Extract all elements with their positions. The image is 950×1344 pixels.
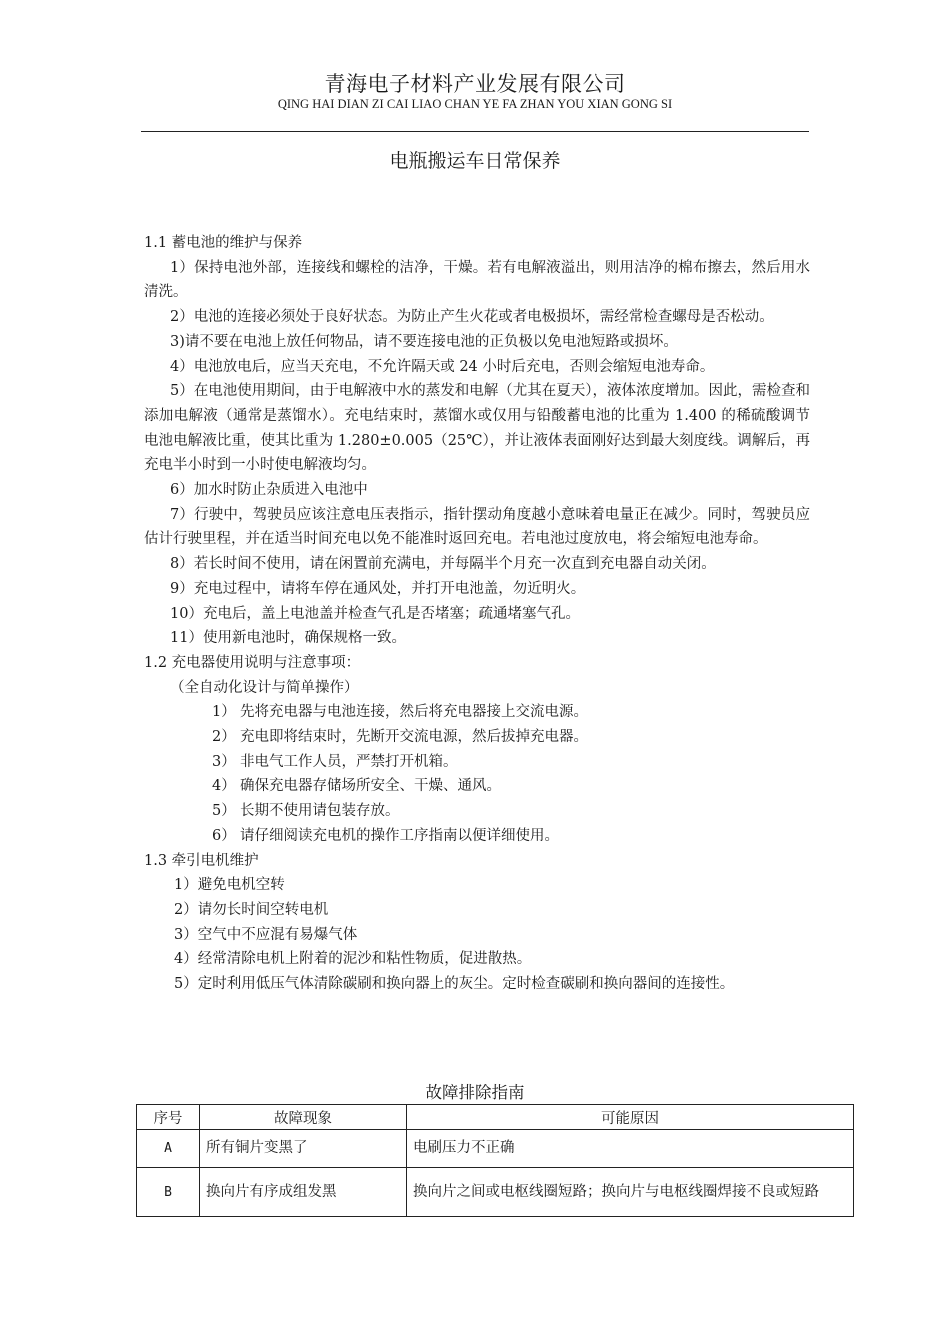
fault-table (136, 1104, 854, 1217)
battery-item: 4）电池放电后，应当天充电，不允许隔天或 24 小时后充电，否则会缩短电池寿命。 (170, 358, 715, 375)
battery-item: 5）在电池使用期间，由于电解液中水的蒸发和电解（尤其在夏天），液体浓度增加。因此，需检查和添加电解液（通常是蒸馏水）。充电结束时，蒸馏水或仅用与铅酸蓄电池的比重为 1.400 的稀硫酸调节电池电解液比重，使其比重为 1.280±0.005（25℃），并让液体表面刚好达到最大刻度线。调解后，再充电半小时到一小时使电解液均匀。 (144, 383, 810, 474)
company-name-chinese: 青海电子材料产业发展有限公司 (324, 72, 626, 96)
motor-item: 2）请勿长时间空转电机 (174, 901, 329, 918)
cell-symptom: 换向片有序成组发黑 (200, 1168, 407, 1217)
charger-item-text: 确保充电器存储场所安全、干燥、通风。 (240, 778, 501, 795)
motor-item: 5）定时利用低压气体清除碳刷和换向器上的灰尘。定时检查碳刷和换向器间的连接性。 (174, 976, 735, 993)
cell-cause: 电刷压力不正确 (407, 1130, 854, 1168)
charger-item (144, 799, 810, 824)
cell-number: B (137, 1168, 200, 1217)
charger-item-number: 3） (212, 753, 236, 770)
battery-item: 6）加水时防止杂质进入电池中 (170, 482, 368, 499)
charger-item-number: 4） (212, 778, 236, 795)
charger-item-number: 6） (212, 827, 236, 844)
battery-item: 10）充电后，盖上电池盖并检查气孔是否堵塞；疏通堵塞气孔。 (170, 605, 580, 622)
battery-item: 1）保持电池外部，连接线和螺栓的洁净，干燥。若有电解液溢出，则用洁净的棉布擦去，然后用水清洗。 (144, 259, 810, 301)
charger-item-text: 充电即将结束时，先断开交流电源，然后拔掉充电器。 (240, 729, 588, 746)
charger-item-number: 5） (212, 803, 236, 820)
section-heading-charger: 1.2 充电器使用说明与注意事项： (144, 654, 361, 671)
charger-item (144, 700, 810, 725)
charger-item-number: 2） (212, 729, 236, 746)
charger-item (144, 824, 810, 849)
cell-symptom: 所有铜片变黑了 (200, 1130, 407, 1168)
battery-item: 9）充电过程中，请将车停在通风处，并打开电池盖，勿近明火。 (170, 580, 586, 597)
cell-number: A (137, 1130, 200, 1168)
section-heading-motor: 1.3 牵引电机维护 (144, 852, 259, 869)
table-header-row (137, 1105, 854, 1130)
motor-item: 4）经常清除电机上附着的泥沙和粘性物质，促进散热。 (174, 951, 532, 968)
charger-item-text: 先将充电器与电池连接，然后将充电器接上交流电源。 (240, 704, 588, 721)
charger-item (144, 750, 810, 775)
battery-item: 3)请不要在电池上放任何物品，请不要连接电池的正负极以免电池短路或损坏。 (170, 333, 678, 350)
battery-item: 7）行驶中，驾驶员应该注意电压表指示，指针摆动角度越小意味着电量正在减少。同时，驾驶员应估计行驶里程，并在适当时间充电以免不能准时返回充电。若电池过度放电，将会缩短电池寿命。 (144, 506, 810, 548)
column-header-symptom: 故障现象 (200, 1105, 407, 1130)
column-header-number: 序号 (137, 1105, 200, 1130)
cell-cause: 换向片之间或电枢线圈短路；换向片与电枢线圈焊接不良或短路 (407, 1168, 854, 1217)
charger-item-text: 请仔细阅读充电机的操作工序指南以便详细使用。 (240, 827, 559, 844)
column-header-cause: 可能原因 (407, 1105, 854, 1130)
motor-item: 3）空气中不应混有易爆气体 (174, 926, 358, 943)
battery-item: 8）若长时间不使用，请在闲置前充满电，并每隔半个月充一次直到充电器自动关闭。 (170, 556, 716, 573)
battery-item: 2）电池的连接必须处于良好状态。为防止产生火花或者电极损坏，需经常检查螺母是否松动。 (170, 309, 774, 326)
document-body (144, 231, 810, 997)
header-divider (141, 131, 809, 132)
charger-item-text: 长期不使用请包装存放。 (240, 803, 400, 820)
table-row (137, 1130, 854, 1168)
charger-item-number: 1） (212, 704, 236, 721)
document-title: 电瓶搬运车日常保养 (389, 150, 561, 172)
motor-item: 1）避免电机空转 (174, 877, 285, 894)
table-title: 故障排除指南 (425, 1083, 525, 1102)
charger-item-text: 非电气工作人员，严禁打开机箱。 (240, 753, 458, 770)
battery-item: 11）使用新电池时，确保规格一致。 (170, 630, 406, 647)
charger-item (144, 725, 810, 750)
table-row (137, 1168, 854, 1217)
section-heading-battery: 1.1 蓄电池的维护与保养 (144, 235, 303, 251)
charger-subheading: （全自动化设计与简单操作） (170, 679, 359, 696)
company-name-pinyin: QING HAI DIAN ZI CAI LIAO CHAN YE FA ZHAN YOU XIAN GONG SI (277, 97, 673, 111)
charger-item (144, 774, 810, 799)
